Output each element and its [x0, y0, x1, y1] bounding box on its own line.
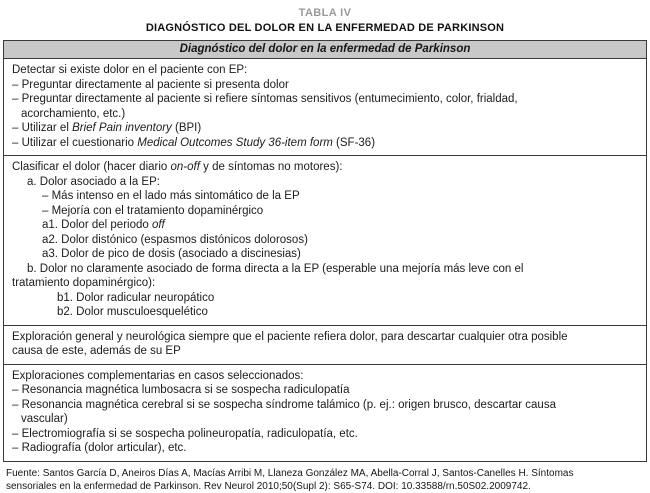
text-segment: a3. Dolor de pico de dosis (asociado a discinesias): [42, 248, 301, 260]
text-segment: causa de este, además de su EP: [12, 345, 181, 357]
text-segment: tratamiento dopaminérgico):: [12, 277, 156, 289]
italic-term: Brief Pain inventory: [72, 122, 172, 134]
text-segment: – Resonancia magnética lumbosacra si se sospecha radiculopatía: [12, 384, 350, 396]
table-text-line: [12, 218, 638, 233]
text-segment: b. Dolor no claramente asociado de forma directa a la EP (esperable una mejoría más leve con el: [27, 262, 524, 275]
table-text-line: [12, 344, 638, 359]
table-text-line: [12, 427, 638, 442]
table-text-line: [12, 247, 638, 262]
table-text-line: [12, 398, 638, 413]
table-text-line: [12, 78, 638, 93]
text-segment: y de síntomas no motores):: [199, 161, 343, 173]
text-segment: – Preguntar directamente al paciente si refiere síntomas sensitivos (entumecimiento, color, frialdad,: [12, 93, 518, 105]
table-text-line: [12, 189, 638, 204]
section-exploracion-general: [4, 325, 646, 364]
table-text-line: [12, 233, 638, 248]
italic-term: on-off: [170, 161, 200, 173]
table-number-label: TABLA IV: [298, 7, 352, 19]
table-text-line: [12, 136, 638, 151]
table-text-line: [12, 383, 638, 398]
text-segment: vascular): [21, 413, 68, 425]
text-segment: – Utilizar el: [12, 122, 73, 134]
table-text-line: [12, 175, 638, 190]
text-segment: a1. Dolor del periodo: [42, 219, 152, 231]
source-citation-line-2: sensoriales en la enfermedad de Parkinson. Rev Neurol 2010;50(Supl 2): S65-S74. DOI: 10.33588/rn.50S02.2009742.: [6, 480, 531, 492]
text-segment: – Mejoría con el tratamiento dopaminérgico: [42, 204, 264, 217]
text-segment: – Radiografía (dolor articular), etc.: [12, 442, 187, 454]
text-segment: – Utilizar el cuestionario: [12, 136, 138, 149]
table-text-line: [12, 305, 638, 320]
table-text-line: [12, 121, 638, 136]
table-text-line: [12, 291, 638, 306]
table-text-line: [12, 412, 638, 427]
source-citation-line-1: Fuente: Santos García D, Aneiros Días A, Macías Arribi M, Llaneza González MA, Abella-Corral J, Santos-Canelles H. Síntomas: [6, 467, 574, 479]
italic-term: Medical Outcomes Study 36-item form: [137, 136, 333, 149]
text-segment: Detectar si existe dolor en el paciente con EP:: [12, 64, 248, 76]
table-text-line: [12, 330, 638, 345]
table-text-line: [12, 262, 638, 277]
table-text-line: [12, 92, 638, 107]
text-segment: acorchamiento, etc.): [21, 107, 126, 120]
text-segment: b2. Dolor musculoesquelético: [57, 306, 208, 318]
table-text-line: [12, 204, 638, 219]
table-text-line: [12, 441, 638, 456]
table-header-row: Diagnóstico del dolor en la enfermedad de Parkinson: [4, 41, 646, 59]
text-segment: Clasificar el dolor (hacer diario: [12, 161, 171, 173]
table-text-line: [12, 107, 638, 122]
table-text-line: [12, 276, 638, 291]
text-segment: a2. Dolor distónico (espasmos distónicos dolorosos): [42, 233, 308, 246]
text-segment: a. Dolor asociado a la EP:: [27, 175, 160, 188]
text-segment: – Preguntar directamente al paciente si presenta dolor: [12, 78, 289, 91]
text-segment: – Resonancia magnética cerebral si se sospecha síndrome talámico (p. ej.: origen brusco, descartar causa: [12, 398, 556, 411]
table-caption: [3, 4, 647, 40]
diagnosis-table: [3, 40, 647, 462]
source-citation: [3, 462, 647, 493]
section-deteccion-dolor: [4, 59, 646, 155]
section-clasificacion-dolor: [4, 155, 646, 325]
table-text-line: [12, 63, 638, 78]
table-text-line: [12, 160, 638, 175]
section-exploraciones-complementarias: [4, 364, 646, 461]
text-segment: Exploraciones complementarias en casos seleccionados:: [12, 369, 304, 382]
text-segment: (BPI): [171, 122, 202, 134]
text-segment: – Electromiografía si se sospecha polineuropatía, radiculopatía, etc.: [12, 427, 358, 440]
table-text-line: [12, 369, 638, 384]
text-segment: – Más intenso en el lado más sintomático de la EP: [42, 190, 300, 202]
text-segment: b1. Dolor radicular neuropático: [57, 291, 215, 304]
table-title: DIAGNÓSTICO DEL DOLOR EN LA ENFERMEDAD DE PARKINSON: [145, 22, 505, 34]
italic-term: off: [151, 219, 165, 231]
text-segment: Exploración general y neurológica siempre que el paciente refiera dolor, para descartar cualquier otra posible: [12, 330, 568, 343]
text-segment: (SF-36): [332, 136, 376, 149]
